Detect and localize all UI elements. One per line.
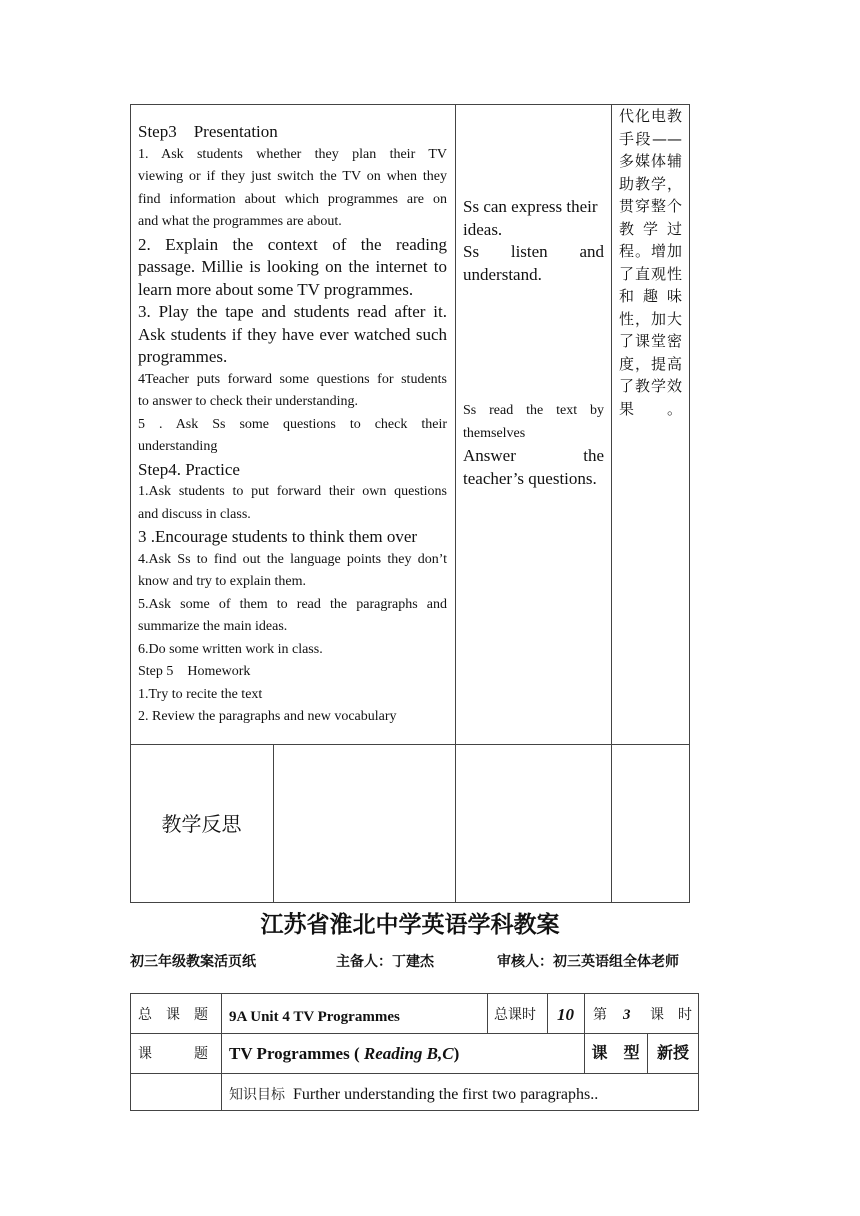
knowledge-objective xyxy=(229,1084,598,1106)
reviewer-label: 审核人：初三英语组全体老师 xyxy=(497,954,679,970)
intent-line: 和 趣 味 xyxy=(619,287,682,305)
text-line: 1.Ask students to put forward their own questions xyxy=(138,484,447,499)
text-line: Step4. Practice xyxy=(138,459,240,479)
text-line: 4Teacher puts forward some questions for students xyxy=(138,371,447,387)
text-line: find information about which programmes are on xyxy=(138,191,447,207)
column-divider xyxy=(273,744,274,903)
text-line: to answer to check their understanding. xyxy=(138,394,359,409)
total-topic-value: 9A Unit 4 TV Programmes xyxy=(229,1009,400,1025)
sheet-type-label: 初三年级教案活页纸 xyxy=(130,954,256,970)
text-line: teacher’s questions. xyxy=(463,468,597,488)
intent-line: 了教学效 xyxy=(619,377,682,395)
intent-line: 性，加大 xyxy=(619,309,682,328)
text-line: understanding xyxy=(138,439,218,454)
text-line: Ss can express their xyxy=(463,197,598,216)
text-line: programmes. xyxy=(138,347,228,366)
lesson-type-value: 新授 xyxy=(656,1043,689,1062)
intent-line: 了课堂密 xyxy=(619,332,682,350)
lesson-number-suffix: 课 时 xyxy=(650,1007,692,1023)
text-line: 3. Play the tape and students read after it. xyxy=(138,302,447,321)
text-line: know and try to explain them. xyxy=(138,574,306,589)
text-line: and discuss in class. xyxy=(138,506,251,522)
knowledge-objective-label: 知识目标 xyxy=(229,1087,285,1103)
knowledge-objective-value: Further understanding the first two paragraphs.. xyxy=(293,1086,599,1103)
student-activity-text xyxy=(463,196,604,286)
intent-line: 了直观性 xyxy=(619,264,682,283)
teaching-reflection-label: 教学反思 xyxy=(161,812,242,836)
row-divider xyxy=(130,1033,699,1034)
text-line: 2. Explain the context of the reading xyxy=(138,234,447,254)
teaching-procedure-text xyxy=(138,121,447,729)
text-line: 5 . Ask Ss some questions to check their xyxy=(138,416,447,432)
intent-line: 度，提高 xyxy=(619,354,682,373)
text-line: Answer the xyxy=(463,446,604,465)
text-line: 4.Ask Ss to find out the language points they don’t xyxy=(138,551,447,567)
text-line: 3 .Encourage students to think them over xyxy=(138,527,418,546)
student-activity-text xyxy=(463,400,604,490)
column-divider xyxy=(487,993,488,1033)
text-line: 5.Ask some of them to read the paragraphs and xyxy=(138,596,447,612)
intent-line: 教 学 过 xyxy=(619,219,682,238)
intent-line: 果。 xyxy=(619,399,682,418)
text-line: 6.Do some written work in class. xyxy=(138,641,323,657)
text-line: summarize the main ideas. xyxy=(138,619,288,634)
text-line: Ss listen and xyxy=(463,242,604,261)
document-title: 江苏省淮北中学英语学科教案 xyxy=(260,912,560,938)
text-line: Step 5 Homework xyxy=(138,664,251,679)
text-line: learn more about some TV programmes. xyxy=(138,279,414,299)
text-line: 1. Ask students whether they plan their TV xyxy=(138,146,447,162)
column-divider xyxy=(221,993,222,1111)
text-line: passage. Millie is looking on the internet to xyxy=(138,257,447,276)
total-hours-value: 10 xyxy=(557,1005,574,1024)
preparer-label: 主备人：丁建杰 xyxy=(336,954,434,970)
subject-label: 课 题 xyxy=(138,1046,208,1062)
intent-line: 贯穿整个 xyxy=(619,197,682,215)
total-hours-label: 总课时 xyxy=(494,1007,536,1023)
text-line: and what the programmes are about. xyxy=(138,214,342,229)
text-line: understand. xyxy=(463,264,542,284)
intent-line: 多媒体辅 xyxy=(619,152,682,170)
intent-line: 助教学， xyxy=(619,174,682,193)
text-line: 2. Review the paragraphs and new vocabulary xyxy=(138,709,397,724)
text-line: Ask students if they have ever watched such xyxy=(138,324,447,344)
design-intent-text xyxy=(619,105,682,420)
lesson-type-label: 课 型 xyxy=(591,1043,640,1062)
intent-line: 代化电教 xyxy=(619,107,682,125)
column-divider xyxy=(611,104,612,903)
intent-line: 程。增加 xyxy=(619,242,682,260)
column-divider xyxy=(455,104,456,903)
subject-end-text: ) xyxy=(453,1044,460,1063)
lesson-number-value: 3 xyxy=(623,1007,631,1023)
text-line: Step3 Presentation xyxy=(138,122,278,141)
text-line: viewing or if they just switch the TV on when they xyxy=(138,169,447,184)
intent-line: 手段—— xyxy=(619,129,682,148)
text-line: themselves xyxy=(463,425,526,441)
subject-main-text: TV Programmes ( xyxy=(229,1044,364,1063)
text-line: Ss read the text by xyxy=(463,403,604,418)
text-line: ideas. xyxy=(463,219,503,239)
row-divider xyxy=(130,744,690,745)
row-divider xyxy=(130,1073,699,1074)
text-line: 1.Try to recite the text xyxy=(138,686,263,702)
total-topic-label: 总 课 题 xyxy=(138,1007,208,1023)
subject-italic-text: Reading B,C xyxy=(363,1044,454,1063)
subject-value xyxy=(229,1043,459,1065)
lesson-number-prefix: 第 xyxy=(593,1007,607,1023)
